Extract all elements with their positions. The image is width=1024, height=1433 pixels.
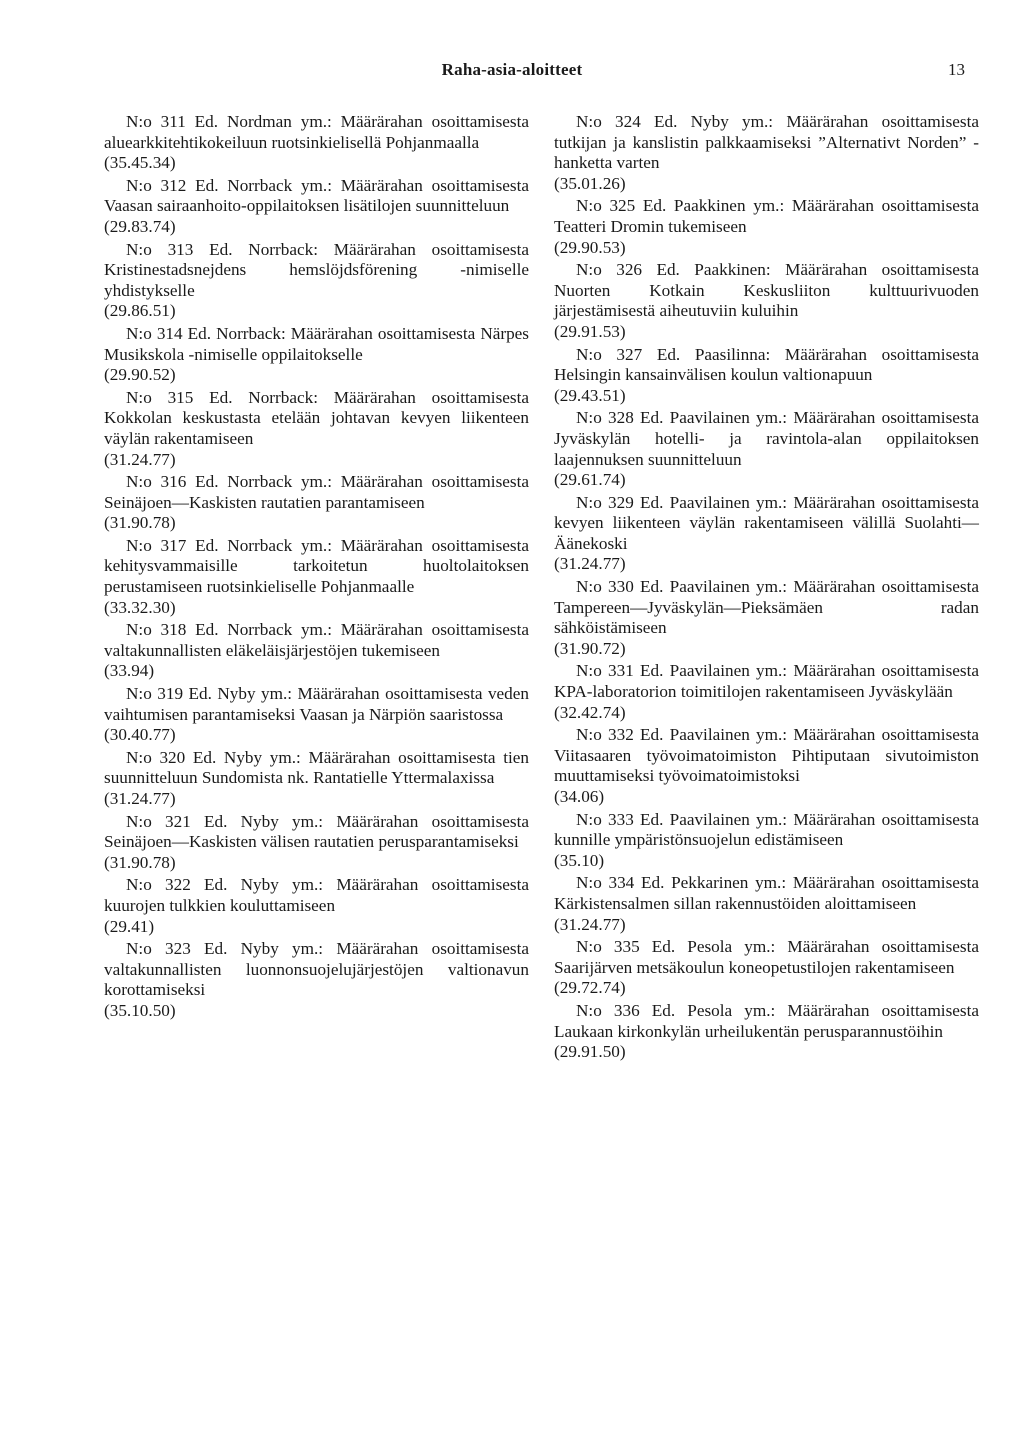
entry-text: N:o 315 Ed. Norrback: Määrärahan osoittamisesta Kokkolan keskustasta etelään johtavan kevyen liikenteen väylän rakentamiseen xyxy=(104,387,529,448)
entry-text: N:o 318 Ed. Norrback ym.: Määrärahan osoittamisesta valtakunnallisten eläkeläisjärjestöjen tukemiseen xyxy=(104,620,529,660)
list-item xyxy=(104,812,529,874)
entry-text: N:o 330 Ed. Paavilainen ym.: Määrärahan osoittamisesta Tampereen—Jyväskylän—Pieksämäen radan sähköistämiseen xyxy=(554,577,979,638)
list-item xyxy=(104,176,529,238)
budget-code: (35.45.34) xyxy=(104,153,176,173)
budget-code: (29.41) xyxy=(104,916,155,936)
budget-code: (31.90.72) xyxy=(554,638,626,658)
entry-text: N:o 329 Ed. Paavilainen ym.: Määrärahan osoittamisesta kevyen liikenteen väylän rakentamiseen välillä Suolahti—Äänekoski xyxy=(554,492,979,553)
list-item xyxy=(104,240,529,322)
budget-code: (29.83.74) xyxy=(104,216,176,236)
entry-text: N:o 311 Ed. Nordman ym.: Määrärahan osoittamisesta aluearkkitehtikokeiluun ruotsinkielisellä Pohjanmaalla xyxy=(104,112,529,152)
list-item xyxy=(554,408,979,490)
budget-code: (32.42.74) xyxy=(554,702,626,722)
entry-text: N:o 328 Ed. Paavilainen ym.: Määrärahan osoittamisesta Jyväskylän hotelli- ja ravintola-alan oppilaitoksen laajennuksen suunnitteluun xyxy=(554,408,979,469)
left-column xyxy=(104,112,529,1024)
budget-code: (29.91.50) xyxy=(554,1042,626,1062)
list-item xyxy=(554,725,979,807)
entry-text: N:o 326 Ed. Paakkinen: Määrärahan osoittamisesta Nuorten Kotkain Keskusliiton kulttuurivuoden järjestämisestä aiheutuviin kuluihin xyxy=(554,260,979,321)
entry-text: N:o 335 Ed. Pesola ym.: Määrärahan osoittamisesta Saarijärven metsäkoulun koneopetustilojen rakentamiseen xyxy=(554,937,979,977)
entry-text: N:o 336 Ed. Pesola ym.: Määrärahan osoittamisesta Laukaan kirkonkylän urheilukentän perusparannustöihin xyxy=(554,1000,979,1041)
entry-text: N:o 333 Ed. Paavilainen ym.: Määrärahan osoittamisesta kunnille ympäristönsuojelun edistämiseen xyxy=(554,809,979,850)
entry-text: N:o 317 Ed. Norrback ym.: Määrärahan osoittamisesta kehitysvammaisille tarkoitetun huoltolaitoksen perustamiseen ruotsinkieliselle Pohjanmaalle xyxy=(104,535,529,597)
list-item xyxy=(104,388,529,470)
entry-text: N:o 322 Ed. Nyby ym.: Määrärahan osoittamisesta kuurojen tulkkien kouluttamiseen xyxy=(104,875,529,915)
budget-code: (35.10) xyxy=(554,850,605,870)
list-item xyxy=(554,810,979,872)
list-item xyxy=(104,536,529,618)
entry-text: N:o 323 Ed. Nyby ym.: Määrärahan osoittamisesta valtakunnallisten luonnonsuojelujärjestöjen valtionavun korottamiseksi xyxy=(104,939,529,1000)
running-title: Raha-asia-aloitteet xyxy=(441,60,583,79)
page-number: 13 xyxy=(948,60,965,79)
entry-text: N:o 319 Ed. Nyby ym.: Määrärahan osoittamisesta veden vaihtumisen parantamiseksi Vaasan ja Närpiön saaristossa xyxy=(104,684,529,724)
entry-text: N:o 312 Ed. Norrback ym.: Määrärahan osoittamisesta Vaasan sairaanhoito-oppilaitoksen lisätilojen suunnitteluun xyxy=(104,175,529,216)
budget-code: (29.61.74) xyxy=(554,470,626,490)
list-item xyxy=(104,748,529,810)
budget-code: (35.10.50) xyxy=(104,1000,176,1020)
budget-code: (33.94) xyxy=(104,661,155,681)
budget-code: (29.90.53) xyxy=(554,237,626,257)
entry-text: N:o 327 Ed. Paasilinna: Määrärahan osoittamisesta Helsingin kansainvälisen koulun valtionapuun xyxy=(554,344,979,385)
list-item xyxy=(554,112,979,194)
budget-code: (29.91.53) xyxy=(554,321,626,341)
list-item xyxy=(104,324,529,386)
list-item xyxy=(554,196,979,258)
list-item xyxy=(554,661,979,723)
list-item xyxy=(104,684,529,746)
budget-code: (31.24.77) xyxy=(554,554,626,574)
list-item xyxy=(554,493,979,575)
entry-text: N:o 325 Ed. Paakkinen ym.: Määrärahan osoittamisesta Teatteri Dromin tukemiseen xyxy=(554,196,979,236)
list-item xyxy=(104,472,529,534)
entry-text: N:o 324 Ed. Nyby ym.: Määrärahan osoittamisesta tutkijan ja kanslistin palkkaamiseksi ”Alternativt Norden” -hanketta varten xyxy=(554,112,979,173)
list-item xyxy=(554,345,979,407)
list-item xyxy=(104,112,529,174)
budget-code: (29.86.51) xyxy=(104,301,176,321)
entry-text: N:o 334 Ed. Pekkarinen ym.: Määrärahan osoittamisesta Kärkistensalmen sillan rakennustöiden aloittamiseen xyxy=(554,873,979,913)
list-item xyxy=(554,260,979,342)
budget-code: (34.06) xyxy=(554,787,605,806)
budget-code: (33.32.30) xyxy=(104,597,176,617)
budget-code: (29.90.52) xyxy=(104,365,176,385)
entry-text: N:o 314 Ed. Norrback: Määrärahan osoittamisesta Närpes Musikskola -nimiselle oppilaitokselle xyxy=(104,323,529,364)
budget-code: (31.24.77) xyxy=(104,789,176,808)
budget-code: (35.01.26) xyxy=(554,173,626,193)
budget-code: (31.90.78) xyxy=(104,852,176,872)
list-item xyxy=(554,937,979,999)
list-item xyxy=(554,1001,979,1063)
entry-text: N:o 320 Ed. Nyby ym.: Määrärahan osoittamisesta tien suunnitteluun Sundomista nk. Rantatielle Yttermalaxissa xyxy=(104,747,529,788)
budget-code: (29.72.74) xyxy=(554,978,626,998)
budget-code: (29.43.51) xyxy=(554,385,626,405)
budget-code: (31.24.77) xyxy=(554,914,626,934)
list-item xyxy=(104,939,529,1021)
budget-code: (31.90.78) xyxy=(104,513,176,533)
list-item xyxy=(104,875,529,937)
entry-text: N:o 316 Ed. Norrback ym.: Määrärahan osoittamisesta Seinäjoen—Kaskisten rautatien parantamiseen xyxy=(104,472,529,512)
budget-code: (31.24.77) xyxy=(104,449,176,469)
entry-text: N:o 331 Ed. Paavilainen ym.: Määrärahan osoittamisesta KPA-laboratorion toimitilojen rakentamiseen Jyväskylään xyxy=(554,661,979,702)
entry-text: N:o 332 Ed. Paavilainen ym.: Määrärahan osoittamisesta Viitasaaren työvoimatoimiston Pihtiputaan sivutoimiston muuttamiseksi työvoimatoimistoksi xyxy=(554,725,979,786)
list-item xyxy=(104,620,529,682)
entry-text: N:o 321 Ed. Nyby ym.: Määrärahan osoittamisesta Seinäjoen—Kaskisten välisen rautatien perusparantamiseksi xyxy=(104,811,529,852)
entry-text: N:o 313 Ed. Norrback: Määrärahan osoittamisesta Kristinestadsnejdens hemslöjdsförening -nimiselle yhdistykselle xyxy=(104,239,529,300)
list-item xyxy=(554,577,979,659)
list-item xyxy=(554,873,979,935)
budget-code: (30.40.77) xyxy=(104,725,176,745)
right-column xyxy=(554,112,979,1065)
